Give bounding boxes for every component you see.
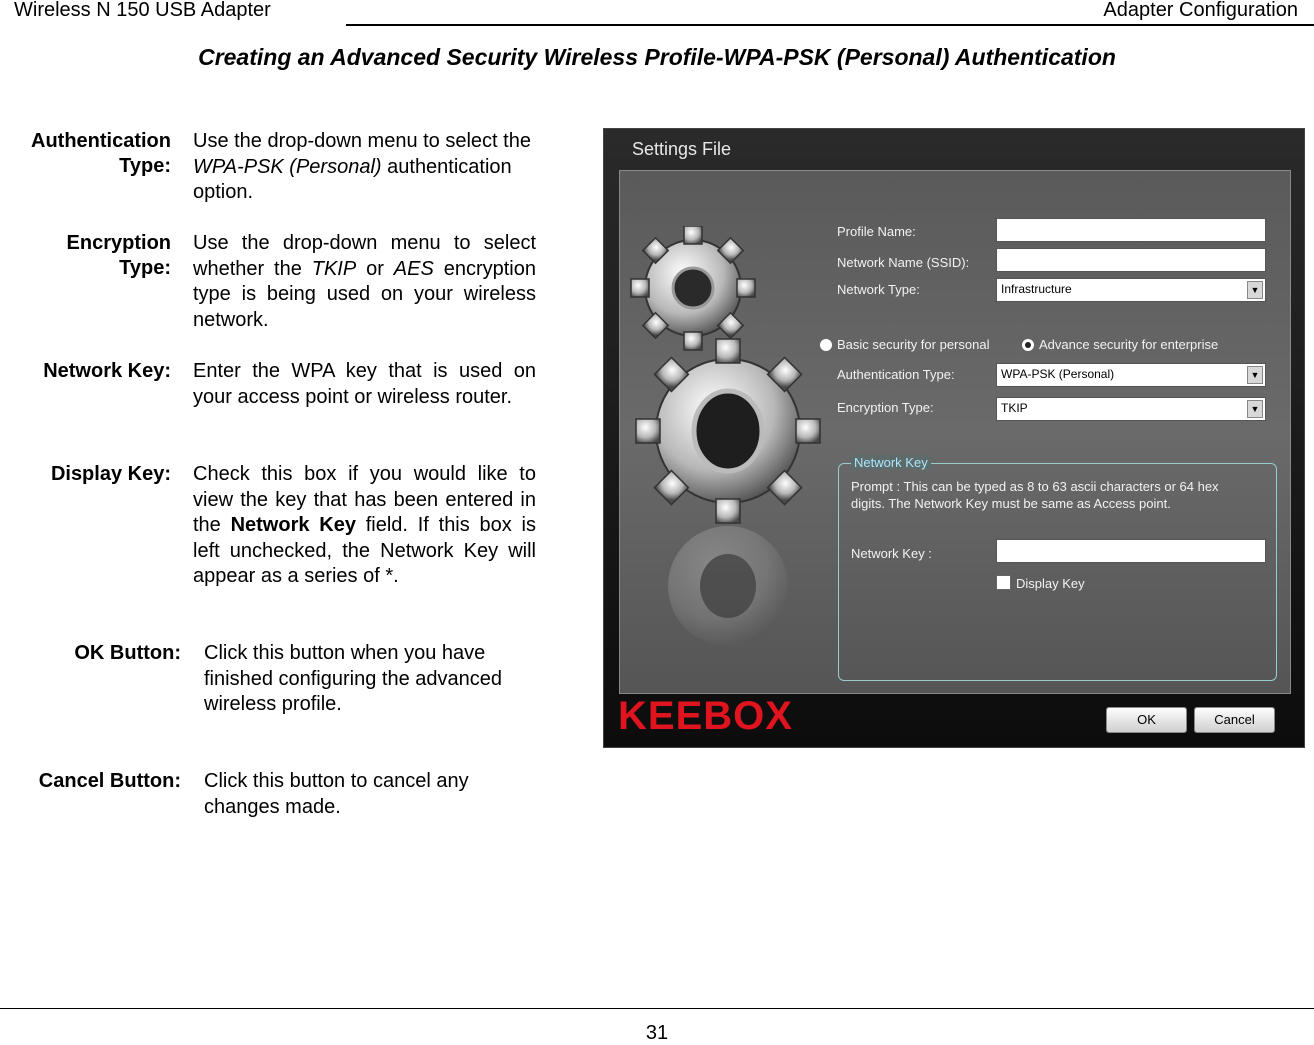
gears-icon: [628, 226, 828, 646]
network-type-select[interactable]: [996, 278, 1266, 302]
radio-basic-security-label: Basic security for personal: [837, 337, 990, 352]
desc-authentication-type: Use the drop-down menu to select the WPA-PSK (Personal) authentication option.: [193, 130, 531, 203]
term-display-key: Display Key:: [50, 463, 171, 485]
settings-panel: [619, 170, 1291, 694]
desc-encryption-type: Use the drop-down menu to select whether the TKIP or AES encryption type is being used on your wireless network.: [193, 232, 536, 331]
display-key-checkbox[interactable]: [996, 575, 1011, 590]
ssid-label: Network Name (SSID):: [837, 255, 970, 270]
footer-rule: [0, 1008, 1314, 1009]
settings-file-screenshot: [603, 128, 1305, 748]
enc-type-label: Encryption Type:: [837, 400, 934, 415]
desc-network-key: Enter the WPA key that is used on your access point or wireless router.: [193, 360, 536, 408]
radio-advance-security[interactable]: [1021, 338, 1035, 352]
term-encryption-type: Encryption Type:: [66, 232, 171, 279]
window-title: Settings File: [632, 139, 732, 159]
ok-button[interactable]: OK: [1106, 707, 1187, 733]
term-network-key: Network Key:: [43, 360, 171, 382]
display-key-label: Display Key: [1016, 576, 1085, 591]
auth-type-label: Authentication Type:: [837, 367, 955, 382]
desc-ok-button: Click this button when you have finished configuring the advanced wireless profile.: [204, 642, 502, 715]
keebox-logo: KEEBOX: [618, 694, 793, 738]
network-key-prompt: Prompt : This can be typed as 8 to 63 ascii characters or 64 hex digits. The Network Key must be same as Access point.: [851, 479, 1219, 511]
term-authentication-type: Authentication Type:: [31, 130, 171, 177]
header-left: Wireless N 150 USB Adapter: [14, 0, 271, 21]
network-key-label: Network Key :: [851, 546, 932, 561]
header-right: Adapter Configuration: [1103, 0, 1298, 21]
desc-cancel-button: Click this button to cancel any changes made.: [204, 770, 469, 818]
enc-type-value: TKIP: [1001, 401, 1028, 415]
enc-type-select[interactable]: [996, 397, 1266, 421]
page-number: 31: [645, 1022, 669, 1044]
header-rule: [346, 24, 1314, 26]
ssid-input[interactable]: [996, 248, 1266, 272]
term-ok-button: OK Button:: [74, 642, 181, 664]
profile-name-label: Profile Name:: [837, 224, 916, 239]
chevron-down-icon[interactable]: ▼: [1247, 400, 1263, 418]
term-cancel-button: Cancel Button:: [38, 770, 181, 792]
radio-advance-security-label: Advance security for enterprise: [1039, 337, 1219, 352]
page-title: Creating an Advanced Security Wireless Profile-WPA-PSK (Personal) Authentication: [198, 44, 1116, 70]
network-type-value: Infrastructure: [1001, 282, 1072, 296]
auth-type-value: WPA-PSK (Personal): [1001, 367, 1115, 381]
radio-basic-security[interactable]: [819, 338, 833, 352]
profile-name-input[interactable]: [996, 218, 1266, 242]
auth-type-select[interactable]: [996, 363, 1266, 387]
cancel-button[interactable]: Cancel: [1194, 707, 1275, 733]
network-type-label: Network Type:: [837, 282, 920, 297]
chevron-down-icon[interactable]: ▼: [1247, 366, 1263, 384]
desc-display-key: Check this box if you would like to view the key that has been entered in the Network Key field. If this box is left unchecked, the Network Key will appear as a series of *.: [193, 463, 536, 587]
chevron-down-icon[interactable]: ▼: [1247, 281, 1263, 299]
network-key-group: [838, 455, 1277, 681]
network-key-input[interactable]: [996, 539, 1266, 563]
network-key-group-title: Network Key: [851, 455, 931, 470]
